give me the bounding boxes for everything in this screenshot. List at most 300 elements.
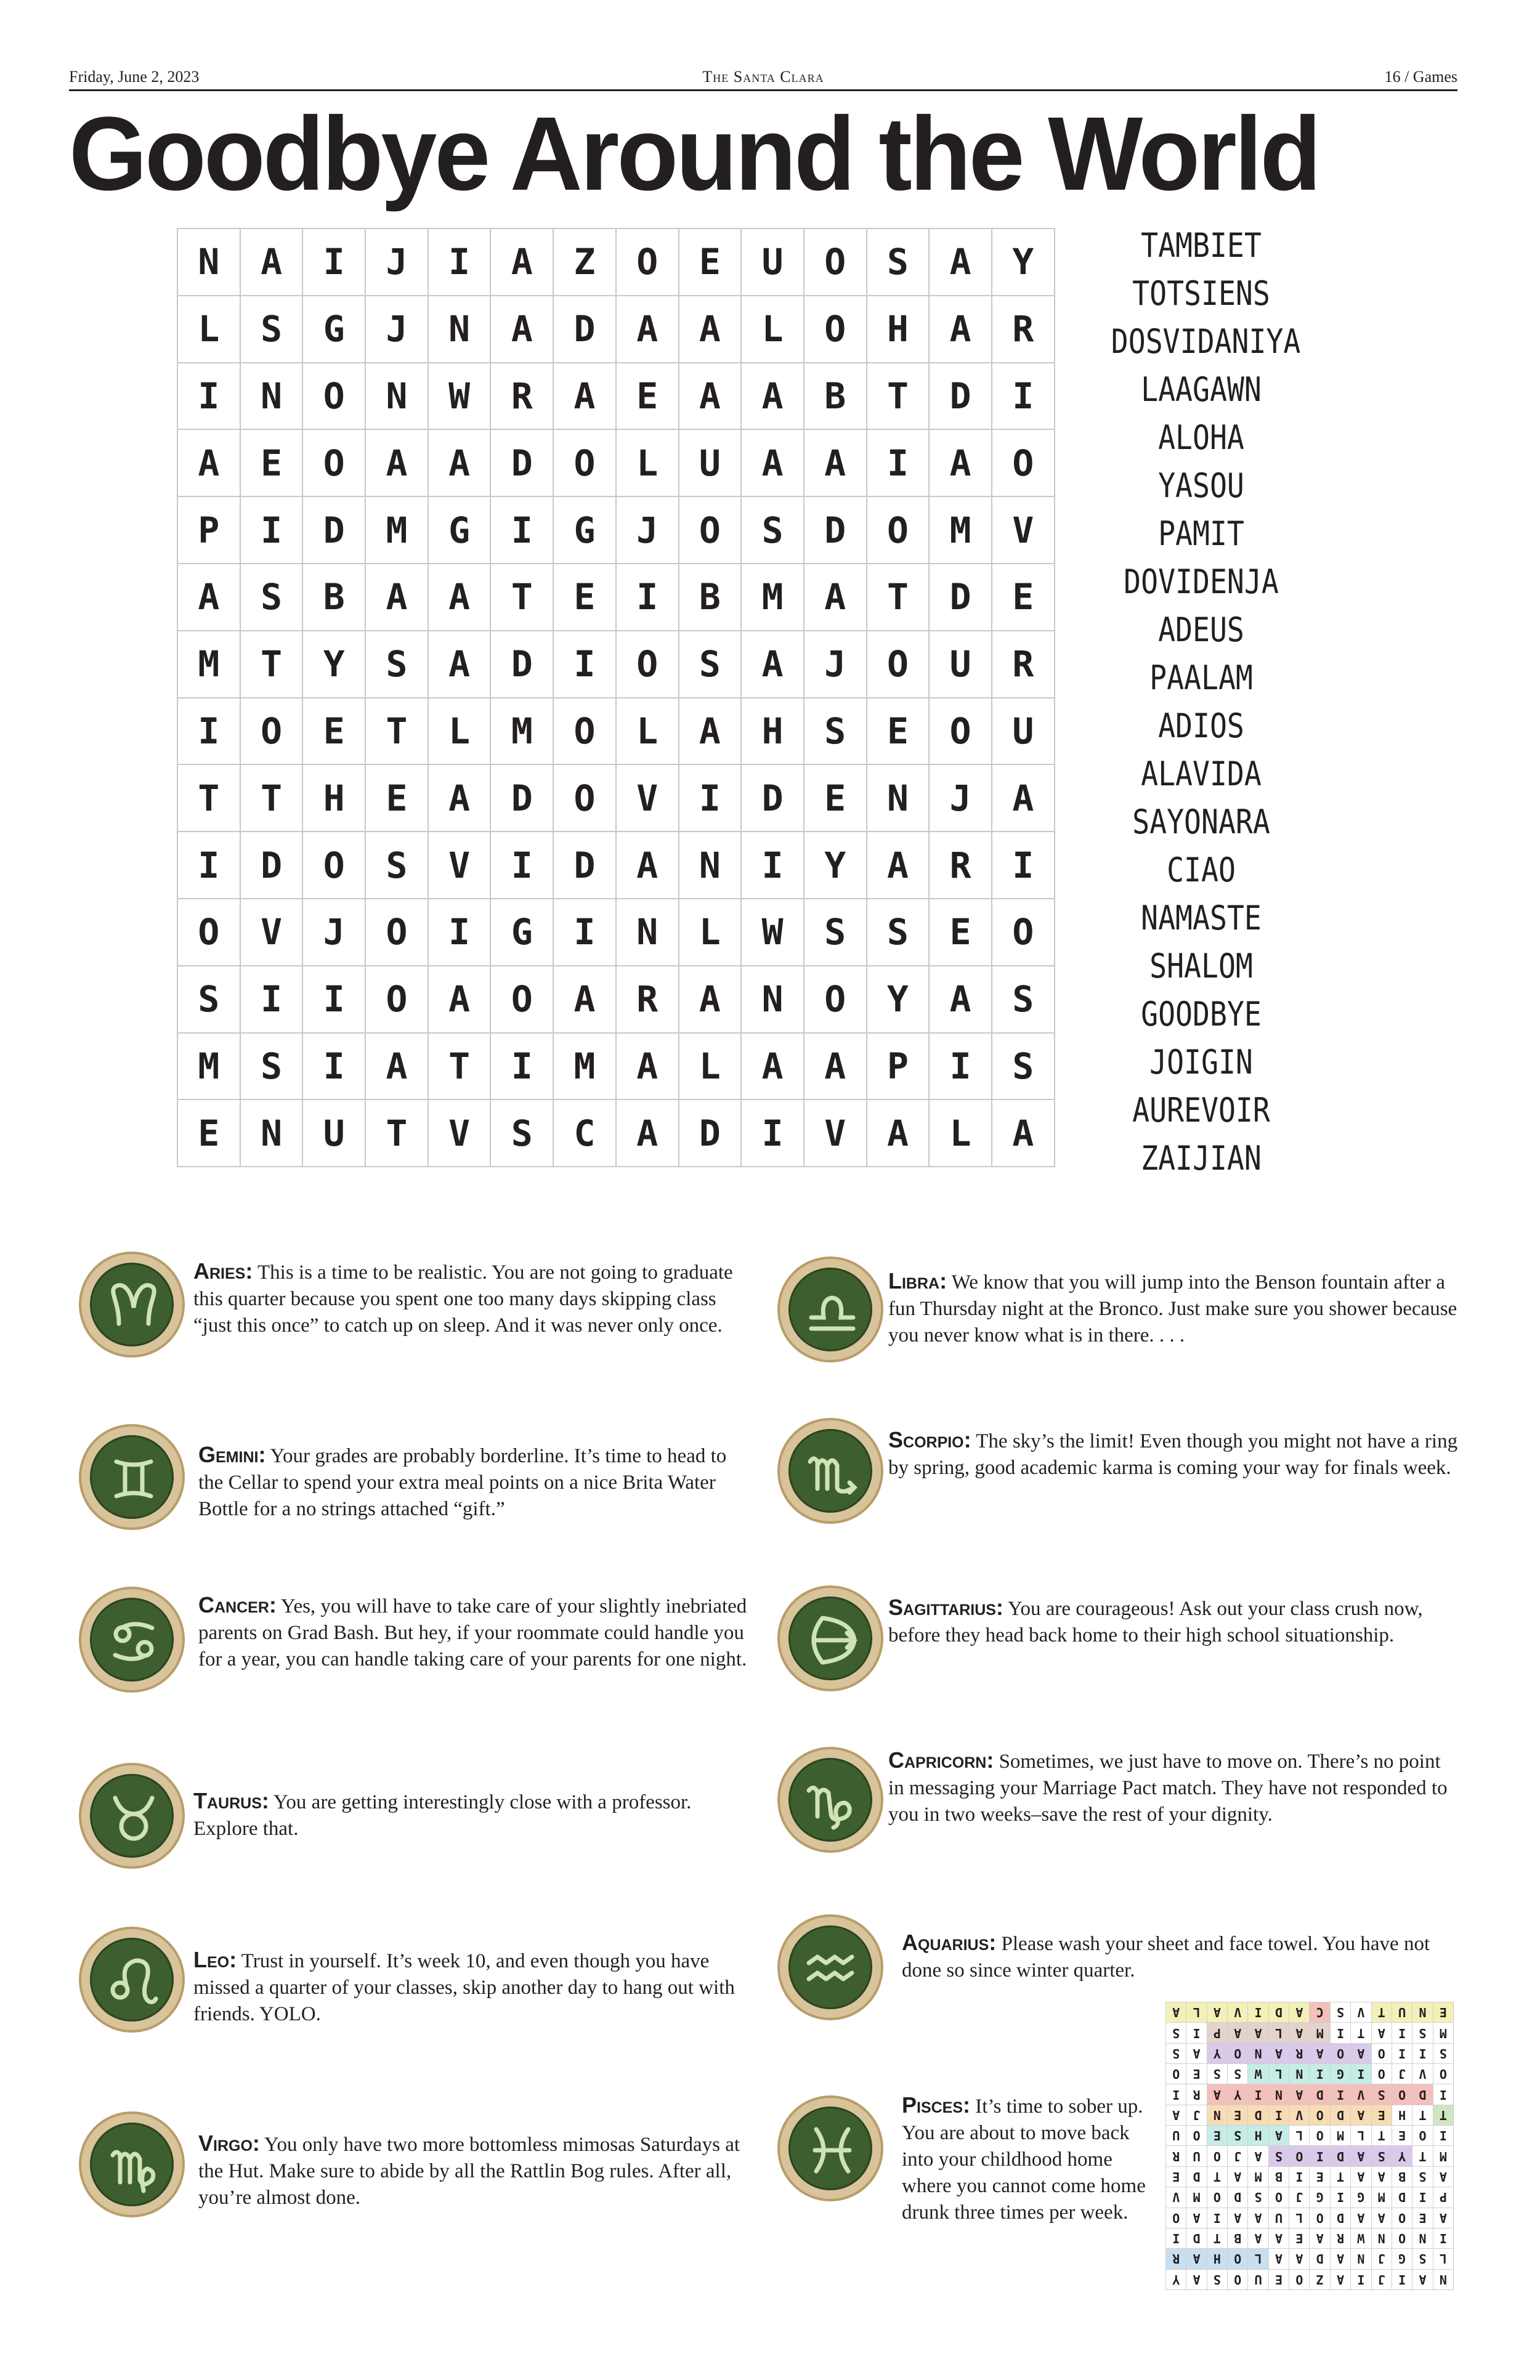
grid-cell: I (554, 899, 617, 966)
answer-key-cell: E (1433, 2002, 1453, 2022)
grid-cell: N (867, 765, 930, 832)
answer-key-cell: O (1310, 2125, 1330, 2145)
answer-key-cell: G (1310, 2187, 1330, 2207)
grid-cell: D (554, 296, 617, 363)
grid-cell: W (429, 363, 492, 431)
grid-cell: A (241, 229, 304, 296)
answer-key-cell: I (1392, 2022, 1412, 2042)
answer-key-cell: I (1330, 2022, 1350, 2042)
answer-key-cell: O (1392, 2084, 1412, 2104)
answer-key-cell: U (1165, 2125, 1186, 2145)
answer-key-cell: I (1412, 2187, 1432, 2207)
page-header (69, 67, 1457, 91)
grid-cell: I (992, 832, 1055, 899)
grid-cell: T (429, 1034, 492, 1101)
answer-key-cell: A (1247, 2208, 1268, 2228)
answer-key-cell: W (1247, 2063, 1268, 2084)
answer-key-cell: O (1227, 2248, 1247, 2269)
grid-cell: N (241, 1100, 304, 1167)
grid-cell: H (303, 765, 366, 832)
aries-badge (79, 1252, 185, 1358)
answer-key-cell: S (1268, 2146, 1289, 2166)
answer-key-cell: A (1165, 2002, 1186, 2022)
horoscope-text: You only have two more bottomless mimosas Saturdays at the Hut. Make sure to abide by all the Rattlin Bog rules. After all, you’re almost done. (198, 2134, 740, 2209)
grid-cell: E (617, 363, 679, 431)
answer-key-cell: N (1289, 2063, 1309, 2084)
grid-cell: J (930, 765, 992, 832)
aries-icon (92, 1265, 176, 1348)
answer-key-cell: A (1371, 2022, 1392, 2042)
grid-cell: A (679, 296, 742, 363)
grid-cell: B (679, 564, 742, 631)
answer-key-cell: U (1268, 2208, 1289, 2228)
word-list-item: NAMASTE (1141, 899, 1262, 937)
grid-cell: I (617, 564, 679, 631)
answer-key-cell: A (1165, 2105, 1186, 2125)
libra-icon (790, 1269, 874, 1353)
answer-key-cell: E (1186, 2063, 1206, 2084)
answer-key-cell: D (1310, 2248, 1330, 2269)
grid-cell: A (429, 564, 492, 631)
grid-cell: A (742, 430, 804, 497)
answer-key-cell: R (1289, 2043, 1309, 2063)
answer-key-cell: R (1165, 2248, 1186, 2269)
answer-key-cell: A (1186, 2208, 1206, 2228)
word-list-item: JOIGIN (1149, 1043, 1253, 1082)
answer-key-cell: S (1227, 2125, 1247, 2145)
grid-cell: A (491, 229, 554, 296)
grid-cell: A (366, 430, 429, 497)
answer-key-cell: S (1412, 2248, 1432, 2269)
grid-cell: O (366, 966, 429, 1034)
answer-key-cell: I (1392, 2043, 1412, 2063)
answer-key-cell: E (1227, 2105, 1247, 2125)
word-list-item: TOTSIENS (1132, 274, 1270, 313)
answer-key-cell: N (1207, 2105, 1227, 2125)
answer-key-cell: Y (1207, 2043, 1227, 2063)
word-list-item: LAAGAWN (1141, 370, 1262, 409)
answer-key-cell: T (1371, 2002, 1392, 2022)
answer-key-cell: V (1227, 2002, 1247, 2022)
word-list-item: CIAO (1167, 851, 1236, 889)
grid-cell: A (617, 832, 679, 899)
answer-key-cell: L (1268, 2063, 1289, 2084)
answer-key-cell: N (1412, 2228, 1432, 2248)
grid-cell: O (366, 899, 429, 966)
answer-key-cell: R (1186, 2084, 1206, 2104)
grid-cell: R (930, 832, 992, 899)
grid-cell: D (491, 765, 554, 832)
answer-key-cell: G (1330, 2063, 1350, 2084)
grid-cell: E (679, 229, 742, 296)
grid-cell: D (804, 497, 867, 564)
grid-cell: U (930, 631, 992, 698)
grid-cell: I (554, 631, 617, 698)
grid-cell: S (992, 966, 1055, 1034)
answer-key-cell: S (1412, 2022, 1432, 2042)
answer-key-cell: I (1330, 2084, 1350, 2104)
grid-cell: V (992, 497, 1055, 564)
answer-key-cell: H (1247, 2125, 1268, 2145)
grid-cell: M (930, 497, 992, 564)
grid-cell: A (679, 363, 742, 431)
word-list (1096, 222, 1306, 1183)
answer-key-cell: N (1350, 2248, 1371, 2269)
answer-key-cell: A (1330, 2269, 1350, 2289)
grid-cell: E (554, 564, 617, 631)
answer-key-cell: O (1165, 2208, 1186, 2228)
horoscope-text: Yes, you will have to take care of your slightly inebriated parents on Grad Bash. But hey, if your roommate could handle you for a year, you can handle taking care of your parents for one night. (198, 1595, 747, 1670)
answer-key-cell: G (1350, 2187, 1371, 2207)
answer-key-cell: B (1227, 2228, 1247, 2248)
answer-key-cell: I (1433, 2228, 1453, 2248)
answer-key-cell: O (1392, 2208, 1412, 2228)
grid-cell: T (178, 765, 241, 832)
horoscope-text: Trust in yourself. It’s week 10, and even though you have missed a quarter of your classes, skip another day to hang out with friends. YOLO. (193, 1950, 735, 2025)
grid-cell: L (742, 296, 804, 363)
grid-cell: U (303, 1100, 366, 1167)
grid-cell: G (429, 497, 492, 564)
answer-key-cell: Z (1310, 2269, 1330, 2289)
answer-key-cell: A (1350, 2208, 1371, 2228)
answer-key-cell: T (1412, 2146, 1432, 2166)
grid-cell: A (178, 564, 241, 631)
answer-key-cell: M (1433, 2022, 1453, 2042)
grid-cell: O (804, 296, 867, 363)
aquarius-badge (777, 1914, 883, 2020)
grid-cell: O (303, 832, 366, 899)
grid-cell: O (992, 899, 1055, 966)
grid-cell: I (303, 966, 366, 1034)
answer-key-cell: O (1371, 2043, 1392, 2063)
horoscope-text: Please wash your sheet and face towel. You have not done so since winter quarter. (902, 1933, 1430, 1981)
answer-key-cell: I (1310, 2146, 1330, 2166)
grid-cell: I (491, 832, 554, 899)
grid-cell: E (178, 1100, 241, 1167)
grid-cell: B (303, 564, 366, 631)
answer-key-cell: I (1268, 2105, 1289, 2125)
word-list-item: AUREVOIR (1132, 1091, 1270, 1130)
answer-key-cell: D (1186, 2228, 1206, 2248)
answer-key-cell: P (1207, 2022, 1227, 2042)
grid-cell: L (679, 899, 742, 966)
answer-key-cell: D (1186, 2166, 1206, 2187)
sign-name: Sagittarius: (888, 1595, 1003, 1620)
answer-key-cell: I (1433, 2125, 1453, 2145)
grid-cell: A (554, 966, 617, 1034)
answer-key-cell: J (1186, 2105, 1206, 2125)
answer-key-cell: O (1289, 2146, 1309, 2166)
answer-key-cell: O (1289, 2269, 1309, 2289)
answer-key-cell: P (1433, 2187, 1453, 2207)
sign-name: Aquarius: (902, 1930, 997, 1955)
grid-cell: I (992, 363, 1055, 431)
answer-key-cell: D (1330, 2208, 1350, 2228)
taurus-badge (79, 1763, 185, 1869)
grid-cell: O (241, 698, 304, 766)
answer-key-cell: M (1310, 2022, 1330, 2042)
answer-key-cell: V (1289, 2105, 1309, 2125)
grid-cell: J (366, 296, 429, 363)
answer-key-cell: T (1412, 2105, 1432, 2125)
answer-key-cell: A (1247, 2146, 1268, 2166)
grid-cell: I (303, 1034, 366, 1101)
grid-cell: I (679, 765, 742, 832)
sign-name: Leo: (193, 1947, 237, 1972)
word-list-item: ADIOS (1158, 706, 1244, 745)
scorpio-badge (777, 1418, 883, 1524)
answer-key-cell: A (1247, 2228, 1268, 2248)
grid-cell: S (992, 1034, 1055, 1101)
horoscope-text: You are getting interestingly close with a professor. Explore that. (193, 1791, 692, 1840)
grid-cell: J (804, 631, 867, 698)
grid-cell: N (679, 832, 742, 899)
grid-cell: L (617, 430, 679, 497)
answer-key-cell: I (1207, 2208, 1227, 2228)
grid-cell: O (992, 430, 1055, 497)
horoscope-text: Sometimes, we just have to move on. There’s no point in messaging your Marriage Pact match. They have not responded to you in two weeks–save the rest of your dignity. (888, 1751, 1448, 1826)
answer-key-cell: I (1247, 2084, 1268, 2104)
grid-cell: Z (554, 229, 617, 296)
grid-cell: A (742, 1034, 804, 1101)
grid-cell: S (241, 1034, 304, 1101)
grid-cell: T (491, 564, 554, 631)
grid-cell: T (366, 1100, 429, 1167)
answer-key-cell: N (1433, 2269, 1453, 2289)
grid-cell: L (178, 296, 241, 363)
grid-cell: E (992, 564, 1055, 631)
grid-cell: L (617, 698, 679, 766)
answer-key-cell: O (1392, 2228, 1412, 2248)
sagittarius-badge (777, 1585, 883, 1691)
grid-cell: A (429, 631, 492, 698)
answer-key-cell: O (1165, 2063, 1186, 2084)
grid-cell: M (742, 564, 804, 631)
answer-key-cell: A (1268, 2248, 1289, 2269)
answer-key-cell: Y (1392, 2146, 1412, 2166)
answer-key-cell: C (1310, 2002, 1330, 2022)
answer-key-cell: D (1268, 2002, 1289, 2022)
answer-key-cell: S (1165, 2022, 1186, 2042)
grid-cell: T (241, 631, 304, 698)
answer-key-cell: Y (1227, 2084, 1247, 2104)
answer-key-cell: S (1433, 2043, 1453, 2063)
grid-cell: S (241, 564, 304, 631)
answer-key-cell: G (1392, 2248, 1412, 2269)
sign-name: Aries: (193, 1258, 253, 1284)
grid-cell: T (867, 564, 930, 631)
grid-cell: I (178, 363, 241, 431)
grid-cell: O (554, 698, 617, 766)
answer-key-cell: I (1350, 2063, 1371, 2084)
grid-cell: Y (303, 631, 366, 698)
answer-key-cell: E (1371, 2105, 1392, 2125)
answer-key-cell: V (1350, 2002, 1371, 2022)
grid-cell: S (241, 296, 304, 363)
grid-cell: A (867, 832, 930, 899)
answer-key-cell: I (1330, 2187, 1350, 2207)
answer-key-cell: H (1207, 2248, 1227, 2269)
grid-cell: V (429, 832, 492, 899)
answer-key-grid (1165, 2002, 1454, 2290)
grid-cell: U (679, 430, 742, 497)
answer-key-cell: N (1268, 2084, 1289, 2104)
answer-key-cell: A (1247, 2022, 1268, 2042)
grid-cell: E (366, 765, 429, 832)
grid-cell: P (867, 1034, 930, 1101)
answer-key-cell: O (1412, 2125, 1432, 2145)
issue-date: Friday, June 2, 2023 (69, 68, 200, 86)
grid-cell: A (930, 430, 992, 497)
grid-cell: A (366, 1034, 429, 1101)
grid-cell: V (429, 1100, 492, 1167)
grid-cell: S (366, 631, 429, 698)
page-title: Goodbye Around the World (69, 95, 1319, 212)
leo-icon (92, 1940, 176, 2023)
grid-cell: T (867, 363, 930, 431)
grid-cell: M (178, 1034, 241, 1101)
answer-key-cell: A (1310, 2228, 1330, 2248)
grid-cell: G (303, 296, 366, 363)
taurus-icon (92, 1776, 176, 1860)
answer-key-cell: B (1268, 2166, 1289, 2187)
grid-cell: O (303, 363, 366, 431)
grid-cell: O (804, 229, 867, 296)
answer-key-cell: L (1433, 2248, 1453, 2269)
grid-cell: D (491, 631, 554, 698)
sign-name: Taurus: (193, 1788, 269, 1813)
answer-key-cell: I (1392, 2269, 1412, 2289)
grid-cell: A (679, 698, 742, 766)
answer-key-cell: A (1207, 2084, 1227, 2104)
answer-key-cell: A (1350, 2105, 1371, 2125)
sign-name: Pisces: (902, 2092, 971, 2118)
answer-key-cell: L (1289, 2208, 1309, 2228)
answer-key-cell: E (1289, 2228, 1309, 2248)
horoscope-text: Your grades are probably borderline. It’s time to head to the Cellar to spend your extra meal points on a nice Brita Water Bottle for a no strings attached “gift.” (198, 1445, 727, 1520)
grid-cell: L (679, 1034, 742, 1101)
answer-key-cell: A (1330, 2248, 1350, 2269)
grid-cell: A (804, 1034, 867, 1101)
grid-cell: I (429, 229, 492, 296)
grid-cell: S (491, 1100, 554, 1167)
word-list-item: SAYONARA (1132, 803, 1270, 841)
grid-cell: S (742, 497, 804, 564)
grid-cell: D (742, 765, 804, 832)
answer-key-cell: O (1207, 2187, 1227, 2207)
grid-cell: U (742, 229, 804, 296)
grid-cell: B (804, 363, 867, 431)
answer-key-cell: S (1247, 2187, 1268, 2207)
answer-key-cell: E (1392, 2125, 1412, 2145)
answer-key-cell: I (1165, 2084, 1186, 2104)
answer-key-cell: A (1433, 2208, 1453, 2228)
grid-cell: M (178, 631, 241, 698)
grid-cell: H (867, 296, 930, 363)
answer-key-cell: O (1268, 2187, 1289, 2207)
answer-key-cell: T (1207, 2166, 1227, 2187)
answer-key-cell: O (1330, 2043, 1350, 2063)
horoscope-text: We know that you will jump into the Benson fountain after a fun Thursday night at the Bronco. Just make sure you shower because you never know what is in there. . . . (888, 1271, 1457, 1346)
grid-cell: A (366, 564, 429, 631)
answer-key-cell: L (1268, 2022, 1289, 2042)
answer-key-cell: L (1350, 2125, 1371, 2145)
virgo-badge (79, 2111, 185, 2217)
answer-key-cell: A (1268, 2043, 1289, 2063)
answer-key-cell: R (1165, 2146, 1186, 2166)
answer-key-cell: I (1310, 2063, 1330, 2084)
word-list-item: SHALOM (1149, 947, 1253, 986)
sign-name: Gemini: (198, 1442, 266, 1467)
sagittarius-icon (790, 1598, 874, 1682)
grid-cell: N (742, 966, 804, 1034)
grid-cell: J (303, 899, 366, 966)
grid-cell: O (867, 497, 930, 564)
grid-cell: S (867, 229, 930, 296)
grid-cell: R (617, 966, 679, 1034)
answer-key-cell: D (1392, 2187, 1412, 2207)
grid-cell: O (491, 966, 554, 1034)
answer-key-cell: O (1310, 2105, 1330, 2125)
grid-cell: H (742, 698, 804, 766)
word-search-grid (177, 228, 1055, 1167)
grid-cell: O (178, 899, 241, 966)
word-list-item: TAMBIET (1141, 226, 1262, 265)
answer-key-cell: V (1165, 2187, 1186, 2207)
grid-cell: R (992, 631, 1055, 698)
answer-key-cell: A (1289, 2002, 1309, 2022)
answer-key-cell: E (1412, 2208, 1432, 2228)
word-list-item: ADEUS (1158, 610, 1244, 649)
answer-key-cell: M (1186, 2187, 1206, 2207)
sign-name: Capricorn: (888, 1747, 994, 1773)
grid-cell: T (366, 698, 429, 766)
answer-key-cell: D (1412, 2084, 1432, 2104)
grid-cell: I (742, 832, 804, 899)
word-list-item: ALOHA (1158, 418, 1244, 457)
word-list-item: PAMIT (1158, 514, 1244, 553)
answer-key-cell: M (1330, 2125, 1350, 2145)
grid-cell: O (804, 966, 867, 1034)
grid-cell: A (429, 430, 492, 497)
answer-key-cell: A (1433, 2166, 1453, 2187)
grid-cell: N (241, 363, 304, 431)
grid-cell: A (554, 363, 617, 431)
answer-key-cell: A (1227, 2022, 1247, 2042)
answer-key-cell: A (1412, 2269, 1432, 2289)
word-list-item: YASOU (1158, 466, 1244, 505)
grid-cell: I (303, 229, 366, 296)
libra-badge (777, 1257, 883, 1362)
answer-key-cell: A (1289, 2248, 1309, 2269)
grid-cell: D (303, 497, 366, 564)
word-list-item: DOVIDENJA (1124, 562, 1279, 601)
answer-key-cell: O (1186, 2125, 1206, 2145)
answer-key-cell: O (1227, 2269, 1247, 2289)
grid-cell: M (491, 698, 554, 766)
answer-key-cell: O (1433, 2063, 1453, 2084)
answer-key-cell: J (1227, 2146, 1247, 2166)
grid-cell: R (491, 363, 554, 431)
answer-key-cell: T (1433, 2105, 1453, 2125)
grid-cell: D (554, 832, 617, 899)
gemini-icon (92, 1437, 176, 1521)
horoscope-text: It’s time to sober up. You are about to move back into your childhood home where you cannot come home drunk three times per week. (902, 2095, 1146, 2224)
answer-key-cell: H (1392, 2105, 1412, 2125)
grid-cell: I (429, 899, 492, 966)
answer-key-cell: L (1289, 2125, 1309, 2145)
virgo-icon (92, 2124, 176, 2208)
